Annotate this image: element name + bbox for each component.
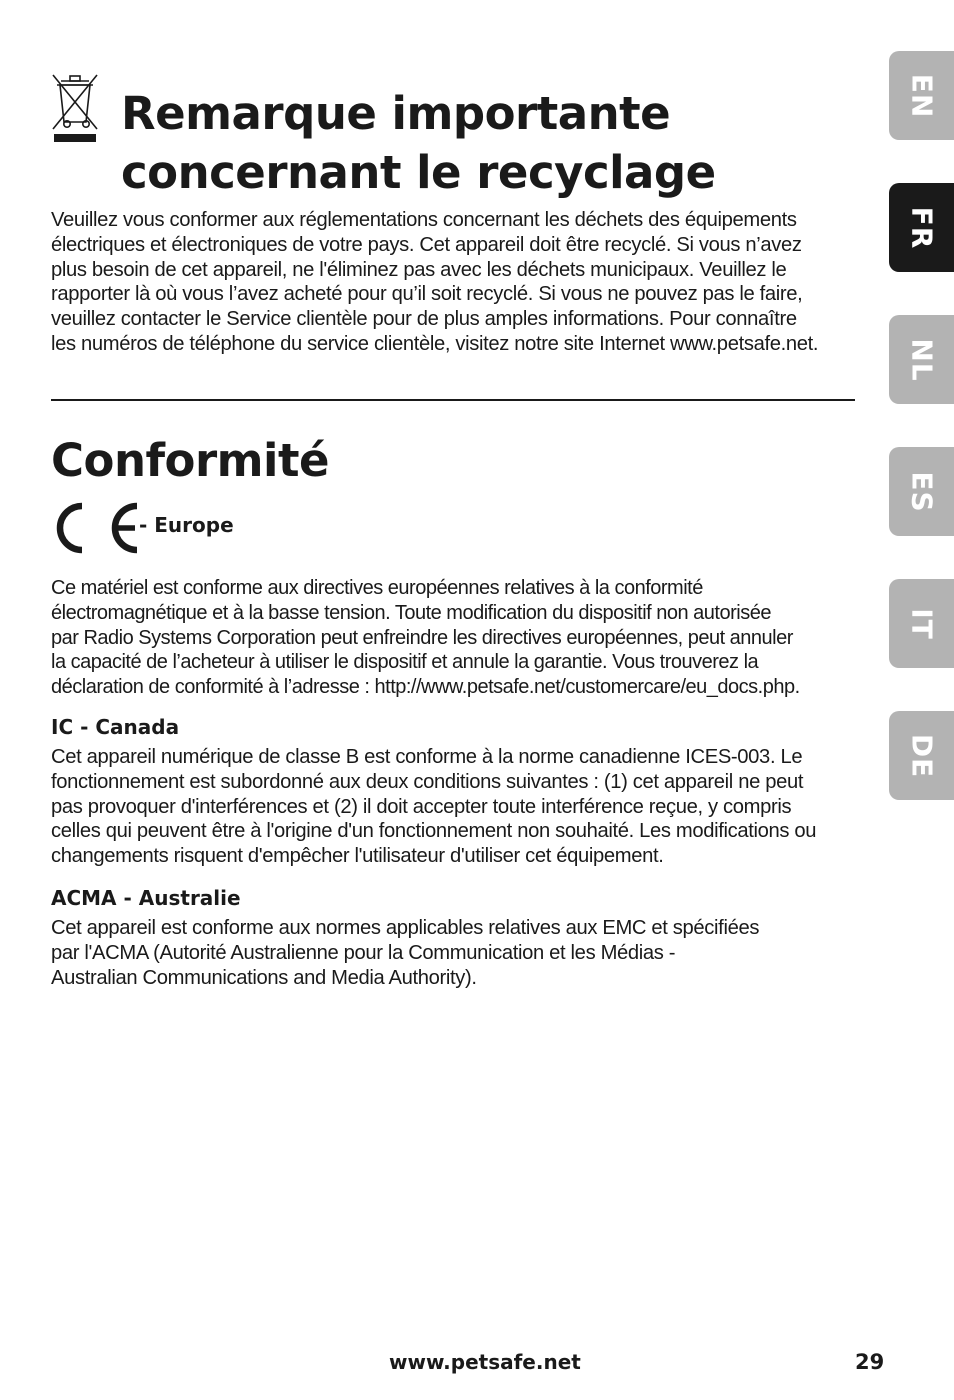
language-tab-label: ES (905, 470, 938, 513)
text-line: rapporter là où vous l’avez acheté pour qu’il soit recyclé. Si vous ne pouvez pas le faire, (51, 283, 803, 306)
text-line: Cet appareil numérique de classe B est conforme à la norme canadienne ICES-003. Le (51, 746, 803, 768)
text-line: Veuillez vous conformer aux réglementations concernant les déchets des équipements (51, 209, 797, 231)
text-line: pas provoquer d'interférences et (2) il doit accepter toute interférence reçue, y compris (51, 795, 792, 818)
text-line: fonctionnement est subordonné aux deux conditions suivantes : (1) cet appareil ne peut (51, 770, 804, 793)
text-line: déclaration de conformité à l’adresse : http://www.petsafe.net/customercare/eu_docs.php. (51, 676, 800, 699)
recycling-heading-line: Remarque importante (121, 87, 671, 140)
text-line: par l'ACMA (Autorité Australienne pour la Communication et les Médias - (51, 941, 676, 964)
text-line: Ce matériel est conforme aux directives européennes relatives à la conformité (51, 577, 703, 599)
ic-canada-paragraph (51, 745, 861, 869)
language-tab-nl[interactable] (889, 315, 954, 404)
language-tab-it[interactable] (889, 579, 954, 668)
text-line: veuillez contacter le Service clientèle pour de plus amples informations. Pour connaître (51, 308, 797, 331)
text-line: changements risquent d'empêcher l'utilisateur d'utiliser cet équipement. (51, 845, 664, 868)
ic-canada-heading: IC - Canada (51, 715, 180, 739)
language-tab-label: IT (905, 607, 938, 640)
text-line: plus besoin de cet appareil, ne l'éliminez pas avec les déchets municipaux. Veuillez le (51, 258, 787, 281)
recycling-paragraph (51, 208, 861, 357)
language-tab-en[interactable] (889, 51, 954, 140)
language-tab-label: NL (905, 337, 938, 382)
acma-australia-paragraph (51, 916, 861, 990)
text-line: la capacité de l’acheteur à utiliser le dispositif et annule la garantie. Vous trouverez la (51, 651, 759, 674)
crossed-out-wheelie-bin-icon (50, 72, 100, 144)
recycling-heading-line: concernant le recyclage (121, 146, 716, 199)
page-number: 29 (855, 1350, 885, 1374)
compliance-heading: Conformité (51, 434, 330, 487)
ce-mark-icon (51, 500, 141, 556)
text-line: les numéros de téléphone du service clientèle, visitez notre site Internet www.petsafe.net. (51, 332, 819, 355)
language-tab-es[interactable] (889, 447, 954, 536)
europe-paragraph (51, 576, 861, 700)
text-line: Cet appareil est conforme aux normes applicables relatives aux EMC et spécifiées (51, 917, 760, 939)
language-tab-label: FR (905, 206, 938, 249)
language-tab-label: DE (905, 733, 938, 778)
section-divider (51, 399, 855, 401)
language-tab-de[interactable] (889, 711, 954, 800)
footer-website-link[interactable]: www.petsafe.net (389, 1350, 581, 1374)
text-line: Australian Communications and Media Authority). (51, 966, 477, 989)
recycling-heading (121, 84, 861, 202)
acma-australia-heading: ACMA - Australie (51, 886, 241, 910)
language-tab-label: EN (905, 73, 938, 118)
text-line: par Radio Systems Corporation peut enfreindre les directives européennes, peut annuler (51, 626, 793, 649)
text-line: celles qui peuvent être à l'origine d'un fonctionnement non souhaité. Les modifications ou (51, 820, 817, 843)
text-line: électriques et électroniques de votre pays. Cet appareil doit être recyclé. Si vous n’avez (51, 233, 802, 256)
text-line: électromagnétique et à la basse tension. Toute modification du dispositif non autorisée (51, 601, 771, 624)
ce-europe-label: - Europe (139, 513, 234, 537)
language-tab-fr[interactable] (889, 183, 954, 272)
